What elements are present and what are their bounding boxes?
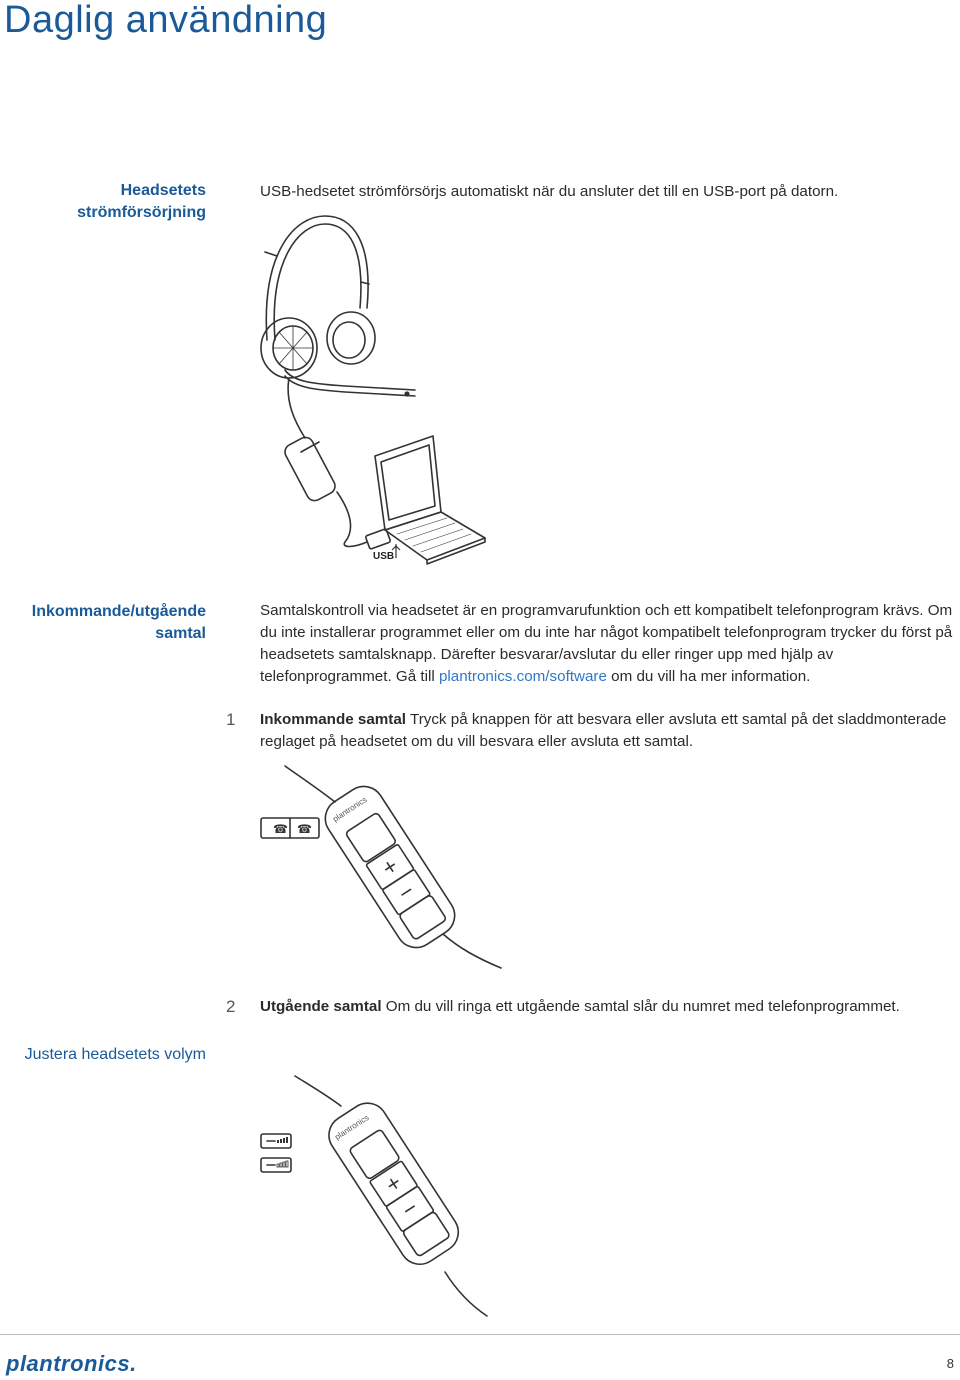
usb-label: USB bbox=[373, 551, 395, 562]
call-button bbox=[345, 812, 396, 863]
controller-brand: plantronics bbox=[331, 795, 369, 824]
mute-button bbox=[399, 894, 447, 940]
volume-down-callout bbox=[261, 1158, 291, 1172]
controller-cable-top bbox=[295, 1076, 341, 1106]
headset-laptop-illustration bbox=[255, 212, 500, 567]
step-number-2: 2 bbox=[226, 997, 236, 1016]
heading-line: strömförsörjning bbox=[77, 204, 206, 221]
step-1-title: Inkommande samtal bbox=[260, 711, 407, 728]
intro-text-end: om du vill ha mer information. bbox=[606, 668, 811, 685]
step-number-1: 1 bbox=[226, 710, 236, 729]
heading-line: Headsetets bbox=[120, 182, 206, 199]
footer-divider bbox=[0, 1334, 960, 1335]
intro-text: Samtalskontroll via headsetet är en programvarufunktion och ett kompatibelt telefonprogram krävs. Om du inte installerar programmet eller om du inte har något kompatibelt telefonprogram trycker du först på headsetets samtalsknapp. Därefter besvarar/avslutar du eller ringer upp med hjälp av telefonprogrammet. Gå till bbox=[260, 602, 953, 685]
step-2-title: Utgående samtal bbox=[260, 998, 382, 1015]
power-description: USB-hedsetet strömförsörjs automatiskt när du ansluter det till en USB-port på datorn. bbox=[260, 183, 839, 200]
page-title: Daglig användning bbox=[4, 0, 328, 41]
controller-brand: plantronics bbox=[333, 1113, 371, 1142]
step-1-text bbox=[260, 709, 958, 753]
step-1-description: Tryck på knappen för att besvara eller avsluta ett samtal på det sladdmonterade reglaget på headsetet om du vill besvara eller avsluta ett samtal. bbox=[260, 711, 947, 750]
step-2-description: Om du vill ringa ett utgående samtal slår du numret med telefonprogrammet. bbox=[381, 998, 900, 1015]
heading-line: samtal bbox=[155, 625, 206, 642]
call-button bbox=[349, 1129, 400, 1180]
heading-line: Inkommande/utgående bbox=[31, 603, 206, 620]
mute-button bbox=[402, 1211, 450, 1257]
volume-controller-illustration bbox=[255, 1072, 505, 1320]
answer-phone-icon: ☎ bbox=[273, 822, 288, 836]
calls-intro bbox=[260, 600, 958, 688]
section-heading-volume: Justera headsetets volym bbox=[24, 1046, 206, 1063]
controller-cable-bottom bbox=[443, 934, 501, 968]
right-ear-cup bbox=[327, 312, 375, 364]
controller-cable-top bbox=[285, 766, 335, 802]
end-call-phone-icon: ☎ bbox=[297, 822, 312, 836]
section-heading-calls bbox=[0, 601, 206, 645]
software-link[interactable]: plantronics.com/software bbox=[438, 668, 607, 685]
plantronics-logo: plantronics. bbox=[6, 1351, 137, 1376]
controller-cable-bottom bbox=[445, 1272, 487, 1316]
headband bbox=[266, 216, 368, 340]
inline-controller bbox=[282, 435, 338, 504]
section-heading-power bbox=[0, 180, 206, 224]
laptop-keyboard bbox=[385, 512, 485, 560]
call-controller-illustration bbox=[255, 762, 505, 972]
step-2-text bbox=[260, 996, 958, 1018]
page-number: 8 bbox=[946, 1356, 954, 1371]
